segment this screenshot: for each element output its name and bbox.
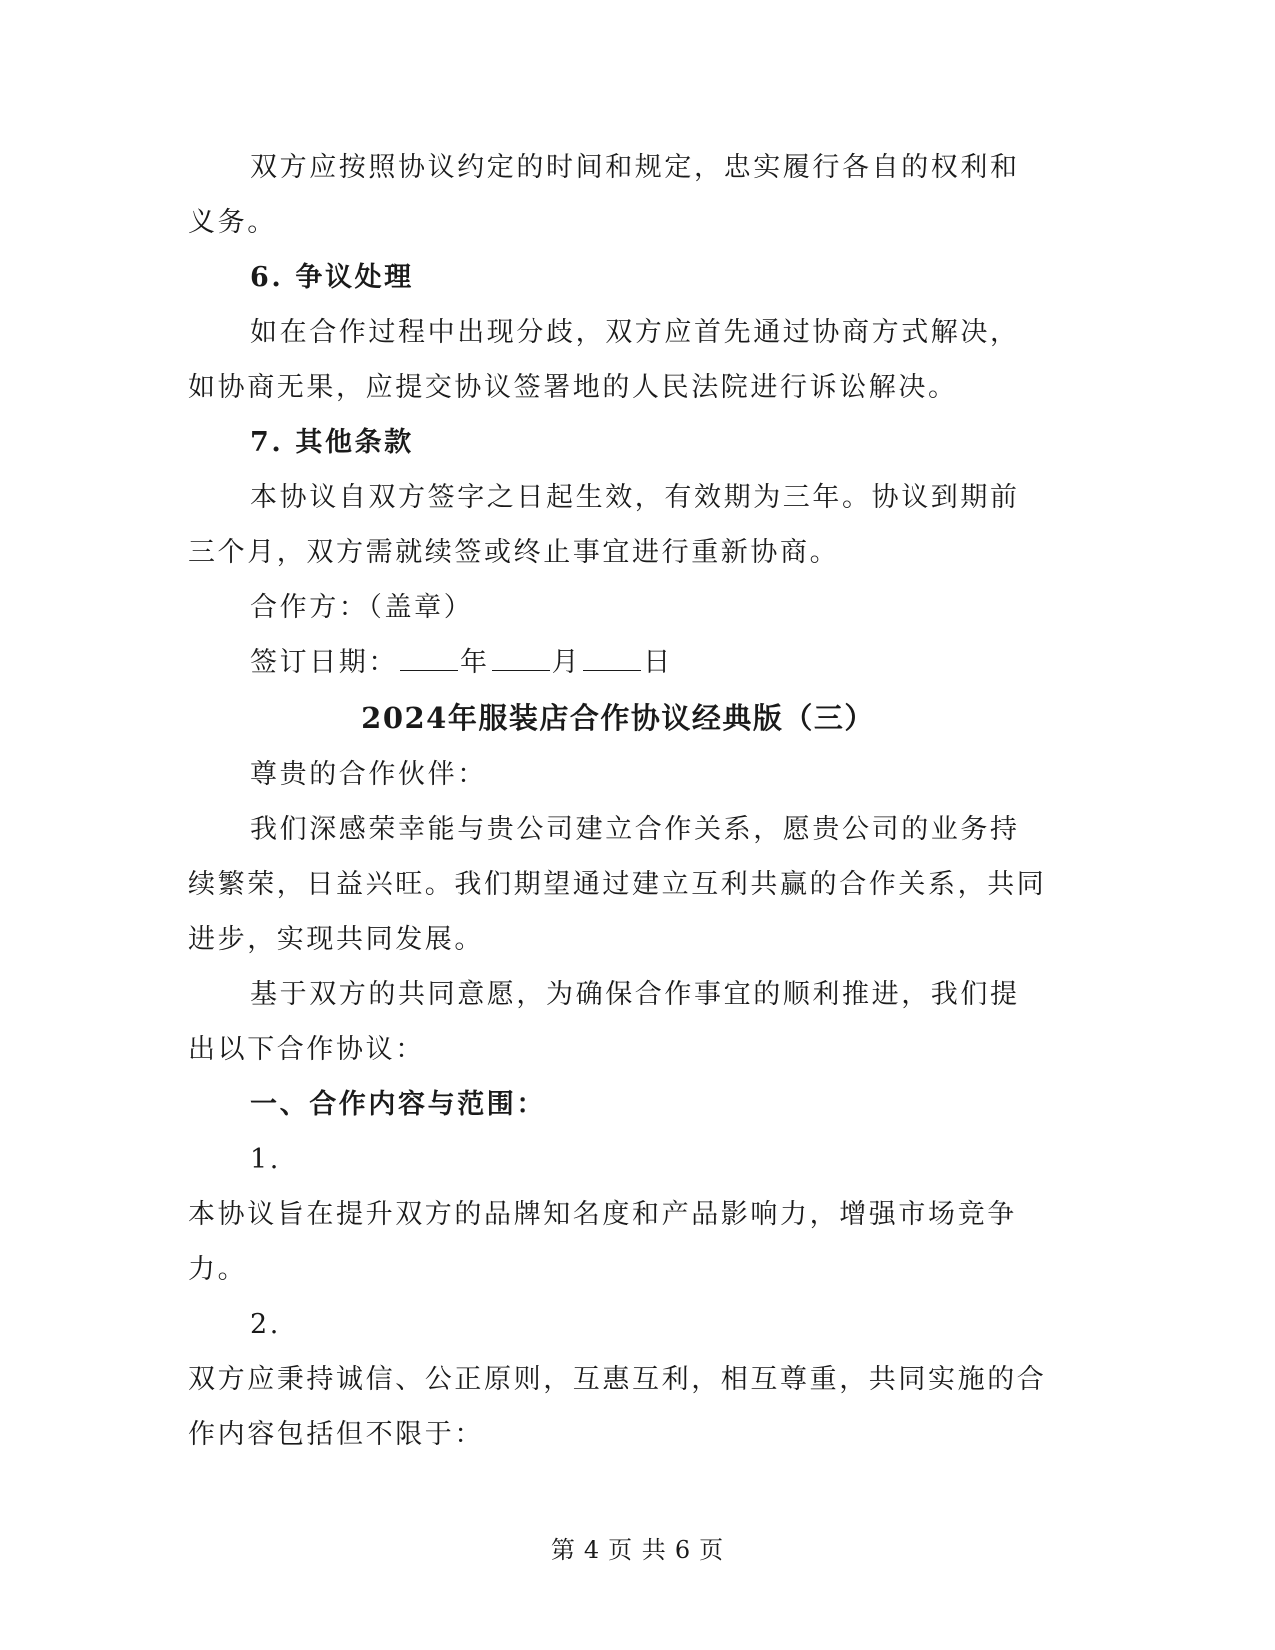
page-prefix: 第 [550, 1536, 576, 1564]
section-title: 2024年服装店合作协议经典版（三） [361, 701, 875, 735]
page-current: 4 [583, 1536, 601, 1564]
page-footer [0, 1530, 1275, 1565]
item-2-text: 双方应秉持诚信、公正原则，互惠互利，相互尊重，共同实施的合作内容包括但不限于： [188, 1364, 1047, 1450]
salutation: 尊贵的合作伙伴： [250, 759, 487, 790]
paragraph-dispute: 如在合作过程中出现分歧，双方应首先通过协商方式解决，如协商无果，应提交协议签署地的人民法院进行诉讼解决。 [188, 317, 1020, 403]
day-label: 日 [643, 647, 673, 678]
item-1-number: 1. [250, 1144, 281, 1175]
page-content [188, 140, 1048, 1462]
partner-seal-line: 合作方：（盖章） [250, 592, 474, 623]
section-heading-1: 一、合作内容与范围： [250, 1089, 546, 1120]
year-label: 年 [460, 647, 490, 678]
clause-heading-7: 7. 其他条款 [250, 427, 414, 458]
paragraph-other-terms: 本协议自双方签字之日起生效，有效期为三年。协议到期前三个月，双方需就续签或终止事宜进行重新协商。 [188, 482, 1020, 568]
date-label: 签订日期： [250, 647, 398, 678]
month-label: 月 [551, 647, 582, 678]
paragraph-duty: 双方应按照协议约定的时间和规定，忠实履行各自的权利和义务。 [188, 152, 1020, 238]
month-blank [492, 648, 550, 671]
page-suffix: 页 [699, 1536, 725, 1564]
day-blank [583, 648, 641, 671]
page-mid: 页 共 [608, 1536, 667, 1564]
item-1-text: 本协议旨在提升双方的品牌知名度和产品影响力，增强市场竞争力。 [188, 1199, 1017, 1285]
signing-date-line [188, 635, 1048, 690]
year-blank [400, 648, 458, 671]
paragraph-intro: 我们深感荣幸能与贵公司建立合作关系，愿贵公司的业务持续繁荣，日益兴旺。我们期望通过建立互利共赢的合作关系，共同进步，实现共同发展。 [188, 814, 1047, 955]
page-total: 6 [674, 1536, 692, 1564]
item-2-number: 2. [250, 1309, 281, 1340]
paragraph-basis: 基于双方的共同意愿，为确保合作事宜的顺利推进，我们提出以下合作协议： [188, 979, 1020, 1065]
clause-heading-6: 6. 争议处理 [250, 262, 414, 293]
